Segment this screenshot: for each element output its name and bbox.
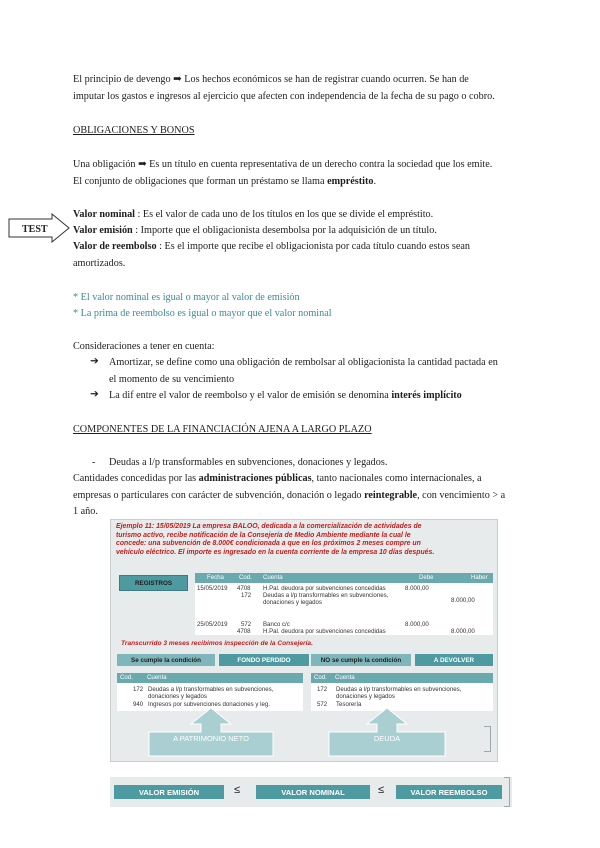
example-title: Ejemplo 11: 15/05/2019 La empresa BALOO, dedicada a la comercialización de actividades de turismo activo, recibe notificación de la Consejería de Medio Ambiente mediante la cual le concede: una subvención de 8.000€ condicionada a que en los próximos 2 meses compre un vehículo eléctrico. El importe es ingresado en la cuenta corriente de la empresa 10 días después.: [116, 523, 435, 556]
componentes-text-3: 1 año.: [73, 506, 98, 517]
emprestito-line: El conjunto de obligaciones que forman un préstamo se llama empréstito.: [73, 176, 377, 187]
registros-button: REGISTROS: [119, 575, 188, 591]
deuda-label: DEUDA: [373, 734, 401, 743]
left-table-body: 172 Deudas a l/p transformables en subvenciones, donaciones y legados 940 Ingresos por subvenciones donaciones y leg.: [117, 683, 303, 711]
devengo-line-1: El principio de devengo ➡ Los hechos económicos se han de registrar cuando ocurren. Se han de: [73, 74, 469, 85]
patrimonio-label: A PATRIMONIO NETO: [173, 734, 249, 743]
test-arrow-icon: [8, 213, 70, 243]
obligaciones-heading: OBLIGACIONES Y BONOS: [73, 125, 195, 136]
slide-corner: [484, 726, 491, 752]
bullet-1-line-1: Amortizar, se define como una obligación de rembolsar al obligacionista la cantidad pactada en: [109, 357, 498, 368]
valor-reembolso-box: VALOR REEMBOLSO: [396, 785, 502, 799]
componentes-text-2: empresas o particulares con carácter de subvención, donación o legado reintegrable, con vencimiento > a: [73, 490, 506, 501]
deudas-item: Deudas a l/p transformables en subvenciones, donaciones y legados.: [109, 457, 388, 468]
no-cumple-label: NO se cumple la condición: [311, 654, 411, 666]
right-table-body: 172 Deudas a l/p transformables en subvenciones, donaciones y legados 572 Tesorería: [311, 683, 493, 711]
componentes-heading: COMPONENTES DE LA FINANCIACIÓN AJENA A LARGO PLAZO: [73, 424, 372, 435]
right-table-header: Cod. Cuenta: [311, 673, 493, 683]
left-table-header: Cod. Cuenta: [117, 673, 303, 683]
bullet-arrow-icon: ➔: [90, 356, 99, 367]
bullet-arrow-icon: ➔: [90, 389, 99, 400]
valor-emision-def: Valor emisión : Importe que el obligacionista desembolsa por la adquisición de un título.: [73, 225, 437, 236]
valor-nominal-box: VALOR NOMINAL: [256, 785, 370, 799]
valor-reembolso-def-2: amortizados.: [73, 258, 126, 269]
right-arrow-icon: ➡: [138, 159, 147, 170]
obligacion-def-line-1: Una obligación ➡ Es un título en cuenta representativa de un derecho contra la sociedad que los emite.: [73, 159, 493, 170]
transcurrido-text: Transcurrido 3 meses recibimos inspección de la Consejería.: [121, 640, 313, 647]
valor-emision-box: VALOR EMISIÓN: [114, 785, 224, 799]
componentes-text-1: Cantidades concedidas por las administraciones públicas, tanto nacionales como internacionales, a: [73, 473, 482, 484]
note-2: * La prima de reembolso es igual o mayor que el valor nominal: [73, 308, 332, 319]
journal-header: Fecha Cod. Cuenta Debe Haber: [195, 573, 493, 583]
bullet-2: La dif entre el valor de reembolso y el valor de emisión se denomina interés implícito: [109, 390, 462, 401]
dash-bullet: -: [92, 457, 96, 468]
deuda-arrow-icon: [325, 706, 449, 758]
le-sign-1: ≤: [234, 784, 241, 796]
patrimonio-arrow-icon: [141, 706, 281, 758]
test-label: TEST: [22, 224, 48, 235]
example-slide: [110, 519, 498, 762]
journal-body: 15/05/2019 4708 H.Pal. deudora por subvenciones concedidas 8.000,00 172 Deudas a l/p transformables en subvenciones, 8.000,00 donaciones y legados 25/05/2019 572 Banco c/c 8.000,00 4708 H.Pal. deudora por subvenciones concedidas 8.000,00: [195, 583, 493, 635]
valor-reembolso-def: Valor de reembolso : Es el importe que recibe el obligacionista por cada título cuando estos sean: [73, 241, 471, 252]
bullet-1-line-2: el momento de su vencimiento: [109, 374, 235, 385]
strip-corner: [504, 777, 510, 807]
le-sign-2: ≤: [378, 784, 385, 796]
fondo-perdido-label: FONDO PERDIDO: [219, 654, 309, 666]
right-arrow-icon: ➡: [173, 74, 182, 85]
consideraciones-label: Consideraciones a tener en cuenta:: [73, 341, 215, 352]
note-1: * El valor nominal es igual o mayor al valor de emisión: [73, 292, 300, 303]
valor-nominal-def: Valor nominal : Es el valor de cada uno de los títulos en los que se divide el empréstito.: [73, 209, 434, 220]
devengo-line-2: imputar los gastos e ingresos al ejercicio que afecten con independencia de la fecha de su pago o cobro.: [73, 91, 495, 102]
comparison-strip: [110, 777, 512, 807]
se-cumple-label: Se cumple la condición: [117, 654, 215, 666]
devolver-label: A DEVOLVER: [415, 654, 493, 666]
